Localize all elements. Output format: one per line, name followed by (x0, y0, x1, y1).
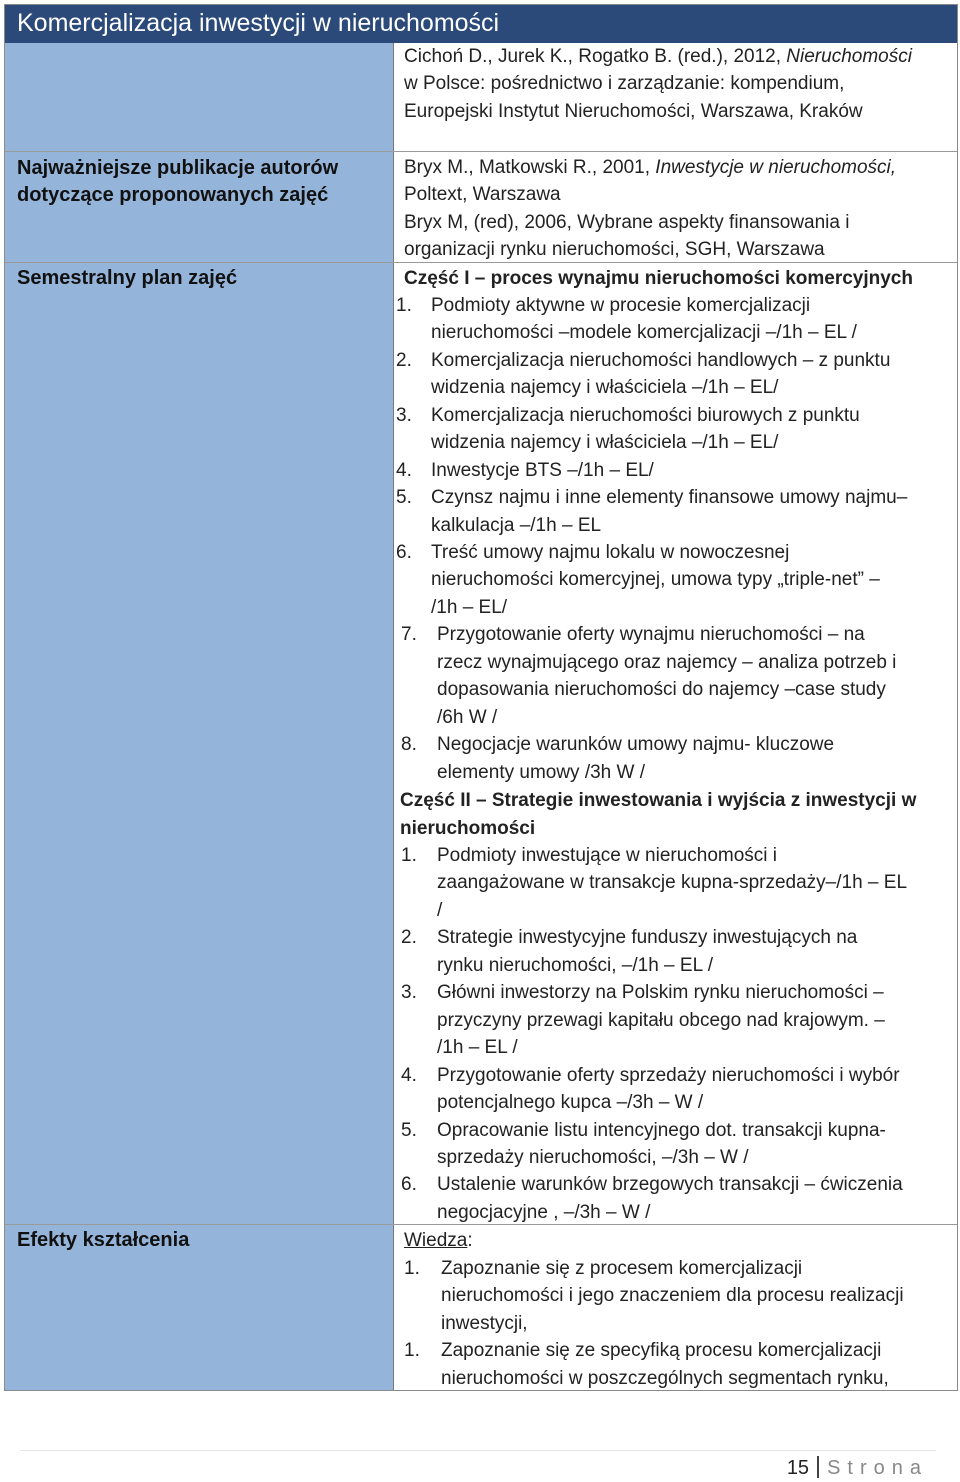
item-text-line: sprzedaży nieruchomości, –/3h – W / (437, 1146, 749, 1168)
item-text-line: nieruchomości i jego znaczeniem dla procesu realizacji (441, 1285, 904, 1307)
item-text-line: Treść umowy najmu lokalu w nowoczesnej (431, 542, 790, 564)
publication-line: Poltext, Warszawa (404, 184, 561, 205)
course-table (4, 4, 958, 1391)
part1-title: Część I – proces wynajmu nieruchomości komercyjnych (404, 268, 913, 289)
item-text-line: Komercjalizacja nieruchomości biurowych z punktu (431, 404, 860, 426)
item-text-line: Podmioty inwestujące w nieruchomości i (437, 845, 778, 866)
reference-line: w Polsce: pośrednictwo i zarządzanie: kompendium, (404, 73, 845, 94)
item-number: 4. (396, 459, 412, 481)
publication-line: Bryx M, (red), 2006, Wybrane aspekty finansowania i (404, 212, 850, 233)
item-text-line: Komercjalizacja nieruchomości handlowych – z punktu (431, 349, 891, 371)
item-text-line: elementy umowy /3h W / (437, 761, 646, 783)
row-divider (5, 151, 957, 152)
item-text-line: rynku nieruchomości, –/1h – EL / (437, 954, 713, 976)
item-text-line: Przygotowanie oferty wynajmu nieruchomości – na (437, 624, 865, 646)
publication-line: organizacji rynku nieruchomości, SGH, Warszawa (404, 239, 825, 260)
item-number: 6. (396, 542, 412, 564)
item-text-line: Inwestycje BTS –/1h – EL/ (431, 459, 654, 481)
item-number: 2. (401, 927, 417, 949)
item-text-line: Przygotowanie oferty sprzedaży nieruchomości i wybór (437, 1064, 900, 1086)
outcomes-label: Efekty kształcenia (17, 1229, 190, 1251)
item-text-line: Czynsz najmu i inne elementy finansowe umowy najmu– (431, 487, 908, 509)
page-word: Strona (827, 1457, 928, 1479)
item-text-line: Zapoznanie się ze specyfiką procesu komercjalizacji (441, 1340, 882, 1362)
item-text-line: /1h – EL/ (431, 596, 508, 618)
item-number: 5. (396, 487, 412, 509)
item-text-line: Zapoznanie się z procesem komercjalizacji (441, 1258, 803, 1279)
wiedza-heading: Wiedza: (404, 1230, 473, 1251)
item-text-line: dopasowania nieruchomości do najemcy –case study (437, 679, 886, 701)
item-text-line: rzecz wynajmującego oraz najemcy – analiza potrzeb i (437, 651, 897, 673)
footer-separator (817, 1456, 819, 1478)
item-text-line: nieruchomości w poszczególnych segmentach rynku, (441, 1367, 889, 1389)
item-text-line: nieruchomości komercyjnej, umowa typy „triple-net” – (431, 569, 880, 591)
reference-line: Cichoń D., Jurek K., Rogatko B. (red.), 2012, Nieruchomości (404, 46, 912, 67)
column-divider (393, 43, 394, 1390)
item-number: 5. (401, 1119, 417, 1141)
item-text-line: Strategie inwestycyjne funduszy inwestujących na (437, 927, 858, 949)
part2-title: Część II – Strategie inwestowania i wyjścia z inwestycji w nieruchomości (400, 790, 917, 839)
item-number: 1. (401, 845, 417, 866)
item-number: 1. (404, 1340, 420, 1362)
item-text-line: /1h – EL / (437, 1037, 518, 1059)
item-number: 1. (404, 1258, 420, 1279)
item-number: 1. (396, 295, 412, 316)
item-number: 8. (401, 734, 417, 756)
item-text-line: Opracowanie listu intencyjnego dot. transakcji kupna- (437, 1119, 886, 1141)
item-text-line: przyczyny przewagi kapitału obcego nad krajowym. – (437, 1009, 885, 1031)
semester-plan-label: Semestralny plan zajęć (17, 267, 238, 289)
publication-line: Bryx M., Matkowski R., 2001, Inwestycje w nieruchomości, (404, 157, 897, 178)
item-number: 3. (401, 982, 417, 1004)
item-number: 2. (396, 349, 412, 371)
reference-line: Europejski Instytut Nieruchomości, Warszawa, Kraków (404, 101, 863, 122)
page-number: 15 (786, 1457, 810, 1479)
item-text-line: widzenia najemcy i właściciela –/1h – EL/ (431, 432, 779, 454)
item-number: 4. (401, 1064, 417, 1086)
publications-label: Najważniejsze publikacje autorów dotyczące proponowanych zajęć (17, 157, 339, 206)
item-text-line: nieruchomości –modele komercjalizacji –/1h – EL / (431, 322, 857, 344)
item-text-line: Podmioty aktywne w procesie komercjalizacji (431, 295, 811, 316)
item-text-line: kalkulacja –/1h – EL (431, 514, 602, 536)
item-text-line: zaangażowane w transakcje kupna-sprzedaży–/1h – EL (437, 872, 908, 894)
title-bar (5, 5, 957, 43)
page-footer (787, 1456, 928, 1480)
item-number: 6. (401, 1174, 417, 1196)
item-text-line: Ustalenie warunków brzegowych transakcji – ćwiczenia (437, 1174, 903, 1196)
item-text-line: / (437, 899, 443, 921)
footer-rule (20, 1450, 936, 1451)
item-text-line: negocjacyjne , –/3h – W / (437, 1201, 651, 1223)
label-column (5, 43, 393, 1390)
item-text-line: inwestycji, (441, 1312, 528, 1334)
item-text-line: widzenia najemcy i właściciela –/1h – EL/ (431, 377, 779, 399)
item-number: 7. (401, 624, 417, 646)
item-text-line: Główni inwestorzy na Polskim rynku nieruchomości – (437, 982, 884, 1004)
item-number: 3. (396, 404, 412, 426)
item-text-line: Negocjacje warunków umowy najmu- kluczowe (437, 734, 835, 756)
page-title: Komercjalizacja inwestycji w nieruchomości (17, 9, 500, 37)
item-text-line: potencjalnego kupca –/3h – W / (437, 1092, 704, 1114)
item-text-line: /6h W / (437, 706, 498, 728)
